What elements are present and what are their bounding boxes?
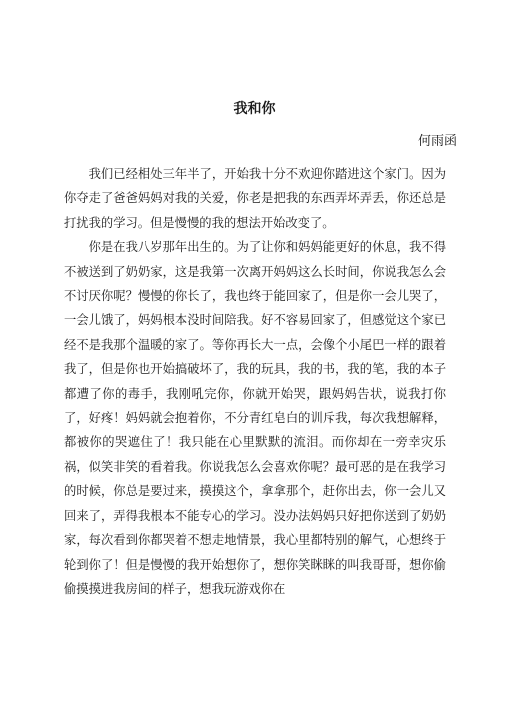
- document-title: 我和你: [233, 101, 276, 117]
- document-body: [64, 162, 446, 601]
- paragraph-2: 你是在我八岁那年出生的。为了让你和妈妈能更好的休息，我不得不被送到了奶奶家，这是我第一次离开妈妈这么长时间，你说我怎么会不讨厌你呢？慢慢的你长了，我也终于能回家了，但是你一会儿哭了，一会儿饿了，妈妈根本没时间陪我。好不容易回家了，但感觉这个家已经不是我那个温暖的家了。等你再长大一点，会像个小尾巴一样的跟着我了，但是你也开始搞破坏了，我的玩具，我的书，我的笔，我的本子都遭了你的毒手，我刚吼完你，你就开始哭，跟妈妈告状，说我打你了，好疼！妈妈就会抱着你，不分青红皂白的训斥我，每次我想解释，都被你的哭遮住了！我只能在心里默默的流泪。而你却在一旁幸灾乐祸，似笑非笑的看着我。你说我怎么会喜欢你呢？最可恶的是在我学习的时候，你总是要过来，摸摸这个，拿拿那个，赶你出去，你一会儿又回来了，弄得我根本不能专心的学习。没办法妈妈只好把你送到了奶奶家，每次看到你都哭着不想走地情景，我心里都特别的解气，心想终于轮到你了！但是慢慢的我开始想你了，想你笑眯眯的叫我哥哥，想你偷偷摸摸进我房间的样子，想我玩游戏你在: [64, 240, 446, 596]
- document-author: 何雨函: [417, 134, 457, 149]
- paragraph-1: 我们已经相处三年半了，开始我十分不欢迎你踏进这个家门。因为你夺走了爸爸妈妈对我的关爱，你老是把我的东西弄坏弄丢，你还总是打扰我的学习。但是慢慢的我的想法开始改变了。: [64, 167, 446, 230]
